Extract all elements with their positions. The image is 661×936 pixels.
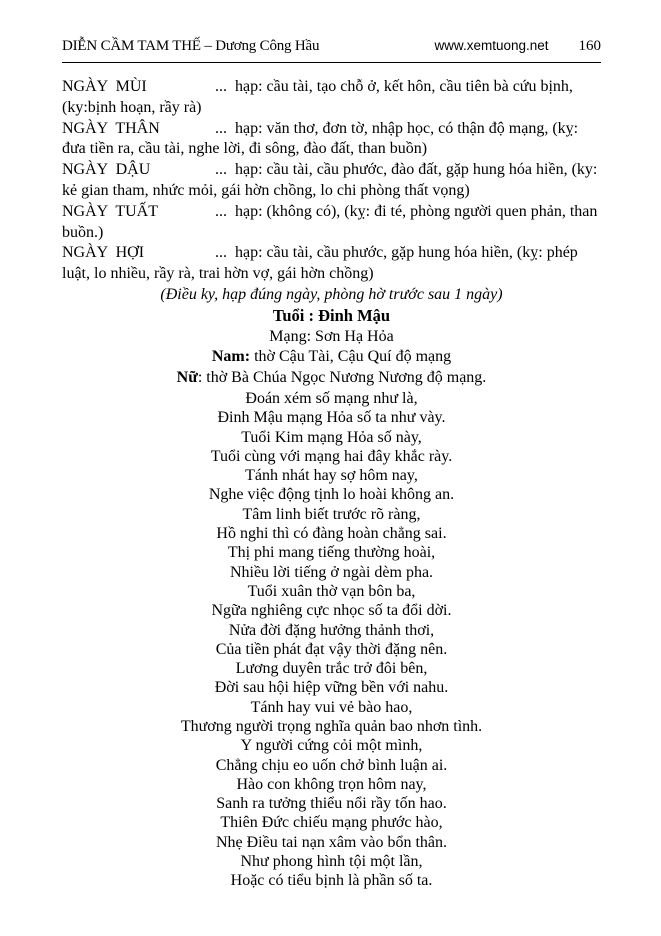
day-entry (62, 119, 601, 161)
poem-line: Đinh Mậu mạng Hỏa số ta như vày. (217, 409, 446, 427)
day-label: NGÀY DẬU (62, 161, 151, 179)
poem-line: Đời sau hội hiệp vững bền với nahu. (214, 679, 449, 697)
poem-line: Tuổi cùng với mạng hai đây khắc rày. (210, 447, 453, 465)
poem-line: Nghe việc động tịnh lo hoài không an. (208, 486, 455, 504)
day-text: ... hạp: cầu tài, cầu phước, đào đất, gặp hung hóa hiền, (ky: kẻ gian tham, nhức mỏi, gái hờn chồng, lo chi phòng thất vọng) (62, 161, 602, 199)
poem-line: Sanh ra tưởng thiểu nổi rầy tốn hao. (216, 795, 447, 813)
age-title: Tuổi : Đinh Mậu (272, 305, 391, 325)
nu-label: Nữ (176, 369, 198, 387)
poem-line: Thương người trọng nghĩa quản bao nhơn tình. (180, 718, 483, 735)
day-entry (62, 243, 601, 285)
page-number: 160 (578, 38, 601, 54)
header-divider (62, 62, 601, 63)
poem-line: Đoán xém số mạng như là, (245, 389, 418, 407)
poem-line: Thị phi mang tiếng thường hoài, (227, 544, 436, 562)
poem-line: Hoặc có tiểu bịnh là phần số ta. (230, 872, 433, 890)
day-label: NGÀY TUẤT (62, 202, 158, 220)
poem-line: Tánh hay vui vẻ bào hao, (250, 698, 413, 716)
nu-line (62, 368, 601, 389)
nam-text: thờ Cậu Tài, Cậu Quí độ mạng (250, 348, 452, 366)
page-header (62, 38, 601, 55)
poem-line: Hồ nghi thì có đàng hoàn chẳng sai. (216, 525, 447, 543)
nam-label: Nam: (211, 348, 251, 366)
poem-line: Tuổi Kim mạng Hỏa số này, (241, 428, 422, 446)
website-url: www.xemtuong.net (434, 38, 549, 53)
document-title: DIỄN CẦM TAM THẾ – Dương Công Hầu (62, 38, 320, 54)
day-text: ... hạp: văn thơ, đơn tờ, nhập học, có thận độ mạng, (kỵ: đưa tiền ra, cầu tài, nghe lời, đi sông, đào đất, than buồn) (62, 119, 583, 158)
poem-line: Như phong hình tội một lần, (240, 853, 423, 871)
poem-line: Thiên Đức chiếu mạng phước hào, (220, 814, 443, 832)
poem-line: Hào con không trọn hôm nay, (236, 775, 427, 793)
day-label: NGÀY HỢI (62, 244, 145, 262)
header-right-group (434, 38, 601, 55)
poem-line: Của tiền phát đạt vậy thời đặng nên. (215, 640, 448, 658)
poem-line: Nhiều lời tiếng ở ngài dèm pha. (229, 563, 434, 581)
poem-line: Tánh nhát hay sợ hôm nay, (245, 467, 418, 485)
nam-line (62, 347, 601, 368)
day-text: ... hạp: cầu tài, cầu phước, gặp hung hóa hiền, (kỵ: phép luật, lo nhiều, rầy rà, trai hờn vợ, gái hờn chồng) (62, 244, 582, 283)
day-text: ... hạp: cầu tài, tạo chỗ ở, kết hôn, cầu tiên bà cứu bịnh, (ky:bịnh hoạn, rầy rà) (62, 78, 577, 116)
profile-section (62, 306, 601, 389)
poem-line: Nửa đời đặng hưởng thảnh thơi, (228, 621, 435, 639)
day-entry (62, 202, 601, 244)
poem-line: Lương duyên trắc trở đôi bên, (235, 660, 428, 678)
day-entry (62, 77, 601, 119)
nu-text: : thờ Bà Chúa Ngọc Nương Nương độ mạng. (197, 369, 487, 387)
poem-line: Chẳng chịu eo uốn chở bình luận ai. (215, 756, 448, 774)
day-label: NGÀY MÙI (62, 78, 147, 95)
poem-line: Tâm linh biết trước rõ ràng, (242, 505, 421, 523)
day-label: NGÀY THÂN (62, 119, 160, 137)
poem-line: Y người cứng cỏi một mình, (240, 737, 423, 755)
poem-line: Ngữa nghiêng cực nhọc số ta đổi dời. (211, 602, 452, 620)
day-text: ... hạp: (không có), (kỵ: đi té, phòng người quen phản, than buồn.) (62, 202, 602, 241)
poem-line: Nhẹ Điều tai nạn xâm vào bổn thân. (215, 833, 448, 851)
day-entry (62, 160, 601, 202)
note-line: (Điều ky, hạp đúng ngày, phòng hờ trước sau 1 ngày) (160, 285, 503, 303)
mang-line: Mạng: Sơn Hạ Hỏa (269, 327, 394, 345)
poem-section (62, 389, 601, 891)
poem-line: Tuổi xuân thờ vạn bôn ba, (247, 582, 416, 600)
day-entries-section (62, 77, 601, 285)
